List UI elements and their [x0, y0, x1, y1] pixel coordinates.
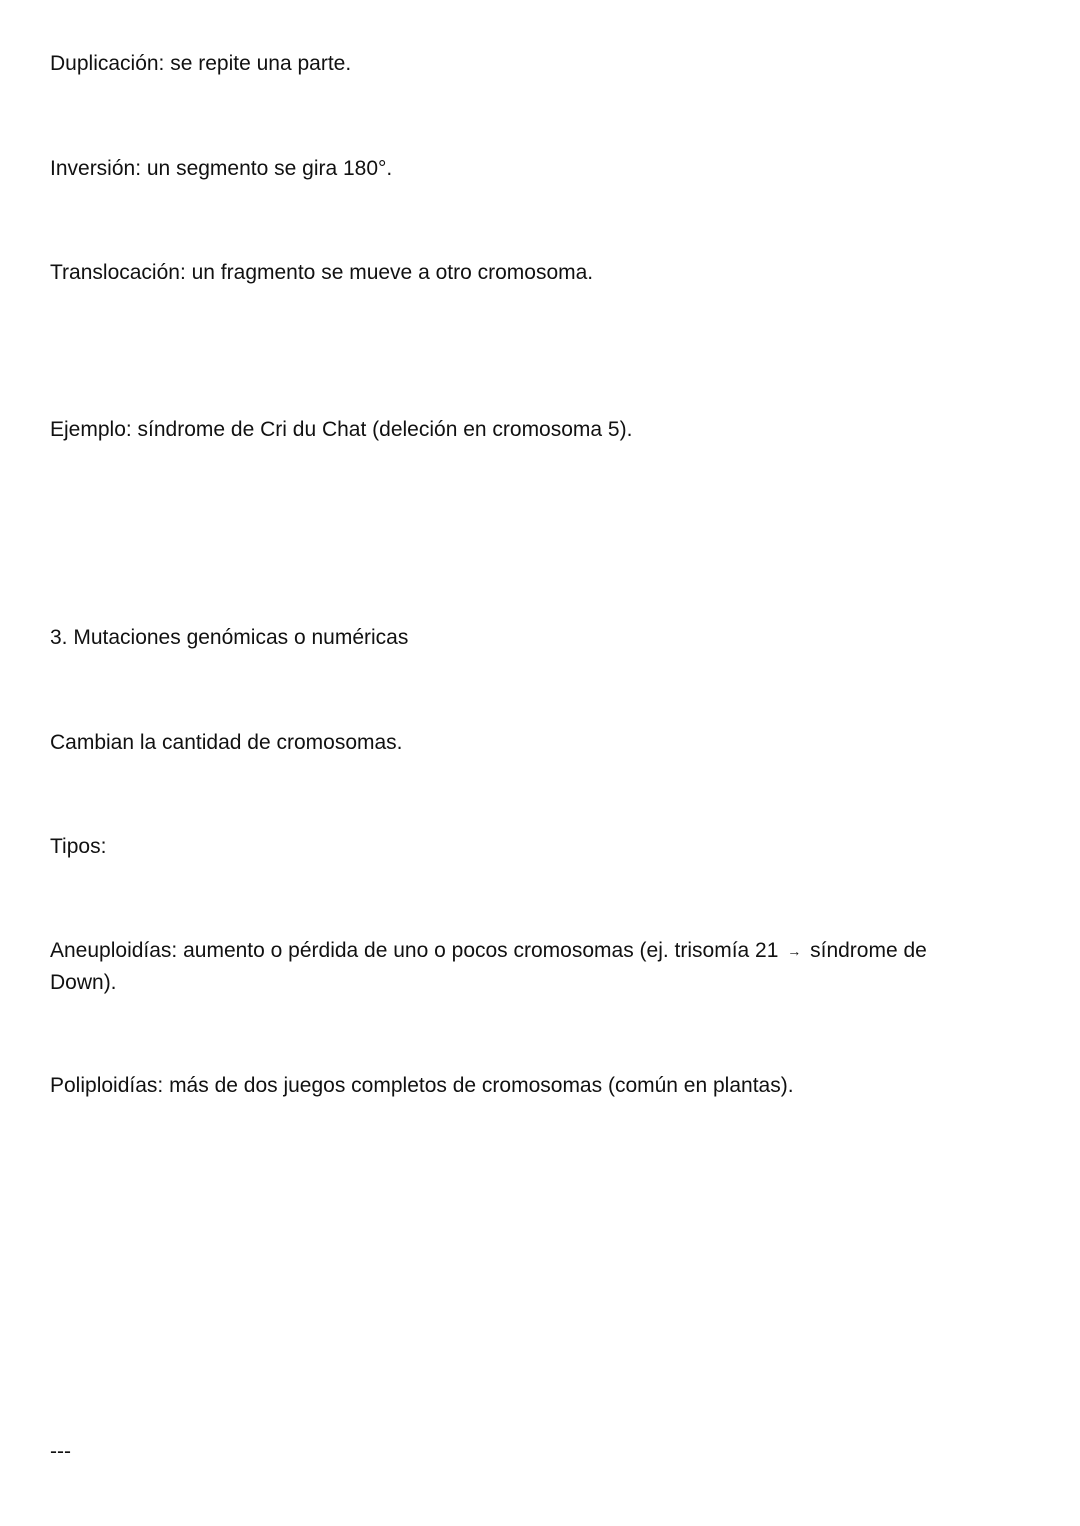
paragraph-inversion: Inversión: un segmento se gira 180°.: [50, 157, 393, 180]
aneuploidias-text-end: síndrome de Down).: [50, 939, 927, 994]
paragraph-duplicacion: Duplicación: se repite una parte.: [50, 52, 352, 75]
arrow-icon: →: [787, 942, 802, 959]
separator-line: ---: [50, 1440, 71, 1463]
paragraph-cambian: Cambian la cantidad de cromosomas.: [50, 731, 403, 754]
paragraph-translocacion: Translocación: un fragmento se mueve a otro cromosoma.: [50, 261, 594, 284]
section-heading: 3. Mutaciones genómicas o numéricas: [50, 626, 409, 649]
paragraph-ejemplo: Ejemplo: síndrome de Cri du Chat (deleción en cromosoma 5).: [50, 418, 633, 441]
paragraph-aneuploidias: [50, 935, 980, 998]
paragraph-poliploidias: Poliploidías: más de dos juegos completos de cromosomas (común en plantas).: [50, 1074, 794, 1097]
paragraph-tipos: Tipos:: [50, 835, 107, 858]
aneuploidias-text-start: Aneuploidías: aumento o pérdida de uno o pocos cromosomas (ej. trisomía 21: [50, 939, 779, 962]
